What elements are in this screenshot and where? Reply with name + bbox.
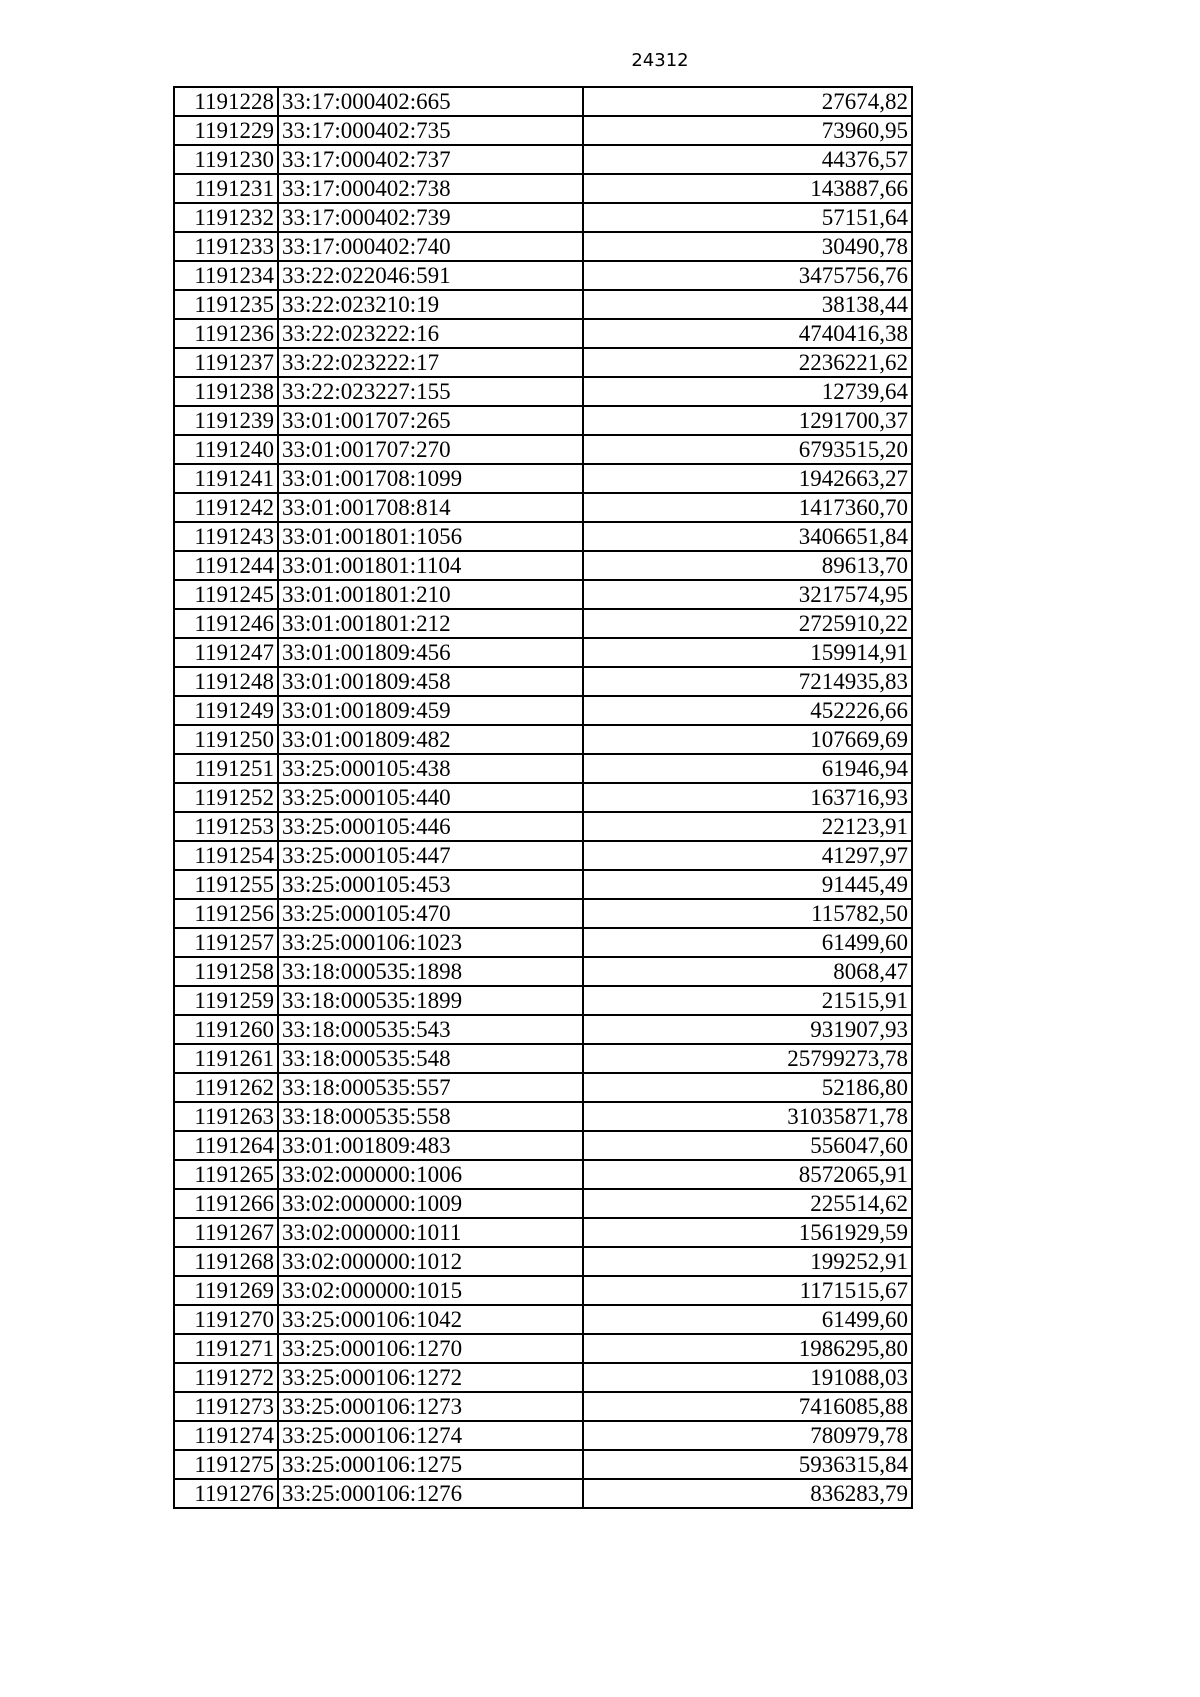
cadastral-number-cell: 33:17:000402:737 [278,145,583,174]
row-id-cell: 1191256 [174,899,278,928]
cadastral-value-cell: 30490,78 [583,232,912,261]
cadastral-value-cell: 8572065,91 [583,1160,912,1189]
cadastral-value-cell: 1291700,37 [583,406,912,435]
table-row [174,667,912,696]
cadastral-value-cell: 7416085,88 [583,1392,912,1421]
cadastral-number-cell: 33:25:000105:440 [278,783,583,812]
table-row [174,348,912,377]
cadastral-value-cell: 931907,93 [583,1015,912,1044]
row-id-cell: 1191275 [174,1450,278,1479]
cadastral-value-cell: 73960,95 [583,116,912,145]
row-id-cell: 1191237 [174,348,278,377]
cadastral-number-cell: 33:01:001801:210 [278,580,583,609]
table-row [174,464,912,493]
cadastral-value-cell: 225514,62 [583,1189,912,1218]
cadastral-value-cell: 1986295,80 [583,1334,912,1363]
page-number: 24312 [631,50,689,71]
cadastral-number-cell: 33:22:023222:17 [278,348,583,377]
cadastral-number-cell: 33:17:000402:740 [278,232,583,261]
table-row [174,1044,912,1073]
row-id-cell: 1191246 [174,609,278,638]
row-id-cell: 1191254 [174,841,278,870]
cadastral-number-cell: 33:18:000535:1898 [278,957,583,986]
cadastral-number-cell: 33:01:001801:1104 [278,551,583,580]
table-row [174,1392,912,1421]
cadastral-value-cell: 191088,03 [583,1363,912,1392]
cadastral-value-cell: 1561929,59 [583,1218,912,1247]
table-row [174,638,912,667]
cadastral-value-cell: 107669,69 [583,725,912,754]
table-row [174,1160,912,1189]
cadastral-value-cell: 836283,79 [583,1479,912,1508]
cadastral-number-cell: 33:02:000000:1015 [278,1276,583,1305]
table-row [174,1131,912,1160]
row-id-cell: 1191252 [174,783,278,812]
table-row [174,783,912,812]
cadastral-number-cell: 33:18:000535:1899 [278,986,583,1015]
table-row [174,1189,912,1218]
table-row [174,522,912,551]
cadastral-number-cell: 33:01:001809:482 [278,725,583,754]
cadastral-number-cell: 33:25:000105:453 [278,870,583,899]
row-id-cell: 1191276 [174,1479,278,1508]
row-id-cell: 1191274 [174,1421,278,1450]
table-row [174,116,912,145]
cadastral-value-cell: 61499,60 [583,928,912,957]
cadastral-value-cell: 7214935,83 [583,667,912,696]
cadastral-value-cell: 38138,44 [583,290,912,319]
row-id-cell: 1191239 [174,406,278,435]
table-row [174,1073,912,1102]
row-id-cell: 1191272 [174,1363,278,1392]
cadastral-value-cell: 115782,50 [583,899,912,928]
table-row [174,1450,912,1479]
cadastral-value-table [173,86,913,1509]
row-id-cell: 1191228 [174,87,278,116]
cadastral-number-cell: 33:25:000106:1275 [278,1450,583,1479]
cadastral-number-cell: 33:18:000535:557 [278,1073,583,1102]
row-id-cell: 1191255 [174,870,278,899]
table-row [174,145,912,174]
row-id-cell: 1191241 [174,464,278,493]
cadastral-number-cell: 33:25:000105:438 [278,754,583,783]
cadastral-value-cell: 91445,49 [583,870,912,899]
row-id-cell: 1191264 [174,1131,278,1160]
table-row [174,899,912,928]
cadastral-value-cell: 52186,80 [583,1073,912,1102]
table-row [174,580,912,609]
cadastral-value-cell: 21515,91 [583,986,912,1015]
cadastral-number-cell: 33:25:000106:1273 [278,1392,583,1421]
cadastral-value-cell: 4740416,38 [583,319,912,348]
row-id-cell: 1191238 [174,377,278,406]
table-row [174,754,912,783]
cadastral-number-cell: 33:01:001708:1099 [278,464,583,493]
cadastral-value-cell: 1171515,67 [583,1276,912,1305]
table-row [174,1102,912,1131]
table-row [174,203,912,232]
cadastral-number-cell: 33:02:000000:1006 [278,1160,583,1189]
cadastral-value-cell: 143887,66 [583,174,912,203]
cadastral-value-cell: 41297,97 [583,841,912,870]
row-id-cell: 1191271 [174,1334,278,1363]
cadastral-number-cell: 33:02:000000:1012 [278,1247,583,1276]
row-id-cell: 1191257 [174,928,278,957]
cadastral-number-cell: 33:01:001809:459 [278,696,583,725]
table-row [174,87,912,116]
cadastral-number-cell: 33:01:001809:456 [278,638,583,667]
table-row [174,725,912,754]
cadastral-value-cell: 556047,60 [583,1131,912,1160]
table-body [174,87,912,1508]
row-id-cell: 1191263 [174,1102,278,1131]
table-row [174,377,912,406]
table-row [174,870,912,899]
table-row [174,1479,912,1508]
row-id-cell: 1191230 [174,145,278,174]
row-id-cell: 1191231 [174,174,278,203]
row-id-cell: 1191258 [174,957,278,986]
cadastral-number-cell: 33:02:000000:1011 [278,1218,583,1247]
cadastral-value-cell: 1942663,27 [583,464,912,493]
row-id-cell: 1191232 [174,203,278,232]
row-id-cell: 1191262 [174,1073,278,1102]
cadastral-value-cell: 57151,64 [583,203,912,232]
cadastral-number-cell: 33:22:023227:155 [278,377,583,406]
row-id-cell: 1191247 [174,638,278,667]
cadastral-value-cell: 44376,57 [583,145,912,174]
row-id-cell: 1191233 [174,232,278,261]
row-id-cell: 1191265 [174,1160,278,1189]
table-row [174,290,912,319]
row-id-cell: 1191240 [174,435,278,464]
cadastral-value-cell: 27674,82 [583,87,912,116]
cadastral-number-cell: 33:25:000106:1042 [278,1305,583,1334]
table-row [174,406,912,435]
table-row [174,1363,912,1392]
cadastral-number-cell: 33:17:000402:739 [278,203,583,232]
row-id-cell: 1191244 [174,551,278,580]
cadastral-number-cell: 33:18:000535:548 [278,1044,583,1073]
cadastral-value-cell: 3217574,95 [583,580,912,609]
row-id-cell: 1191253 [174,812,278,841]
cadastral-number-cell: 33:25:000106:1274 [278,1421,583,1450]
cadastral-value-cell: 3406651,84 [583,522,912,551]
row-id-cell: 1191250 [174,725,278,754]
row-id-cell: 1191260 [174,1015,278,1044]
cadastral-number-cell: 33:01:001708:814 [278,493,583,522]
cadastral-number-cell: 33:25:000106:1270 [278,1334,583,1363]
cadastral-number-cell: 33:22:022046:591 [278,261,583,290]
cadastral-value-cell: 1417360,70 [583,493,912,522]
cadastral-value-cell: 89613,70 [583,551,912,580]
cadastral-number-cell: 33:22:023222:16 [278,319,583,348]
cadastral-number-cell: 33:17:000402:665 [278,87,583,116]
cadastral-value-cell: 5936315,84 [583,1450,912,1479]
cadastral-number-cell: 33:22:023210:19 [278,290,583,319]
table-row [174,232,912,261]
table-row [174,493,912,522]
table-row [174,609,912,638]
table-row [174,261,912,290]
cadastral-number-cell: 33:25:000105:447 [278,841,583,870]
table-row [174,1305,912,1334]
row-id-cell: 1191270 [174,1305,278,1334]
row-id-cell: 1191245 [174,580,278,609]
row-id-cell: 1191269 [174,1276,278,1305]
table-row [174,319,912,348]
cadastral-number-cell: 33:01:001809:458 [278,667,583,696]
table-row [174,1276,912,1305]
cadastral-value-cell: 61499,60 [583,1305,912,1334]
table-row [174,841,912,870]
cadastral-value-cell: 163716,93 [583,783,912,812]
cadastral-number-cell: 33:01:001707:270 [278,435,583,464]
table-row [174,1015,912,1044]
row-id-cell: 1191273 [174,1392,278,1421]
table-row [174,928,912,957]
cadastral-number-cell: 33:25:000105:446 [278,812,583,841]
cadastral-value-cell: 199252,91 [583,1247,912,1276]
cadastral-value-cell: 3475756,76 [583,261,912,290]
table-row [174,435,912,464]
table-row [174,1421,912,1450]
cadastral-value-cell: 8068,47 [583,957,912,986]
table-row [174,986,912,1015]
cadastral-value-cell: 452226,66 [583,696,912,725]
table-row [174,957,912,986]
cadastral-number-cell: 33:25:000105:470 [278,899,583,928]
cadastral-number-cell: 33:18:000535:543 [278,1015,583,1044]
row-id-cell: 1191242 [174,493,278,522]
row-id-cell: 1191235 [174,290,278,319]
row-id-cell: 1191259 [174,986,278,1015]
cadastral-value-cell: 159914,91 [583,638,912,667]
cadastral-number-cell: 33:25:000106:1023 [278,928,583,957]
cadastral-number-cell: 33:25:000106:1276 [278,1479,583,1508]
row-id-cell: 1191243 [174,522,278,551]
table-row [174,812,912,841]
row-id-cell: 1191229 [174,116,278,145]
cadastral-value-cell: 12739,64 [583,377,912,406]
table-row [174,696,912,725]
row-id-cell: 1191249 [174,696,278,725]
table-row [174,1218,912,1247]
cadastral-number-cell: 33:02:000000:1009 [278,1189,583,1218]
table-row [174,174,912,203]
cadastral-value-cell: 61946,94 [583,754,912,783]
row-id-cell: 1191268 [174,1247,278,1276]
cadastral-value-cell: 2236221,62 [583,348,912,377]
cadastral-value-cell: 2725910,22 [583,609,912,638]
cadastral-value-cell: 6793515,20 [583,435,912,464]
table-row [174,551,912,580]
cadastral-number-cell: 33:01:001809:483 [278,1131,583,1160]
row-id-cell: 1191248 [174,667,278,696]
cadastral-number-cell: 33:01:001801:1056 [278,522,583,551]
row-id-cell: 1191267 [174,1218,278,1247]
table-row [174,1247,912,1276]
cadastral-number-cell: 33:01:001707:265 [278,406,583,435]
cadastral-value-cell: 25799273,78 [583,1044,912,1073]
row-id-cell: 1191234 [174,261,278,290]
row-id-cell: 1191251 [174,754,278,783]
row-id-cell: 1191266 [174,1189,278,1218]
table-row [174,1334,912,1363]
cadastral-value-cell: 22123,91 [583,812,912,841]
cadastral-number-cell: 33:01:001801:212 [278,609,583,638]
row-id-cell: 1191261 [174,1044,278,1073]
row-id-cell: 1191236 [174,319,278,348]
cadastral-number-cell: 33:25:000106:1272 [278,1363,583,1392]
cadastral-number-cell: 33:18:000535:558 [278,1102,583,1131]
cadastral-number-cell: 33:17:000402:738 [278,174,583,203]
cadastral-value-cell: 31035871,78 [583,1102,912,1131]
cadastral-value-cell: 780979,78 [583,1421,912,1450]
cadastral-number-cell: 33:17:000402:735 [278,116,583,145]
